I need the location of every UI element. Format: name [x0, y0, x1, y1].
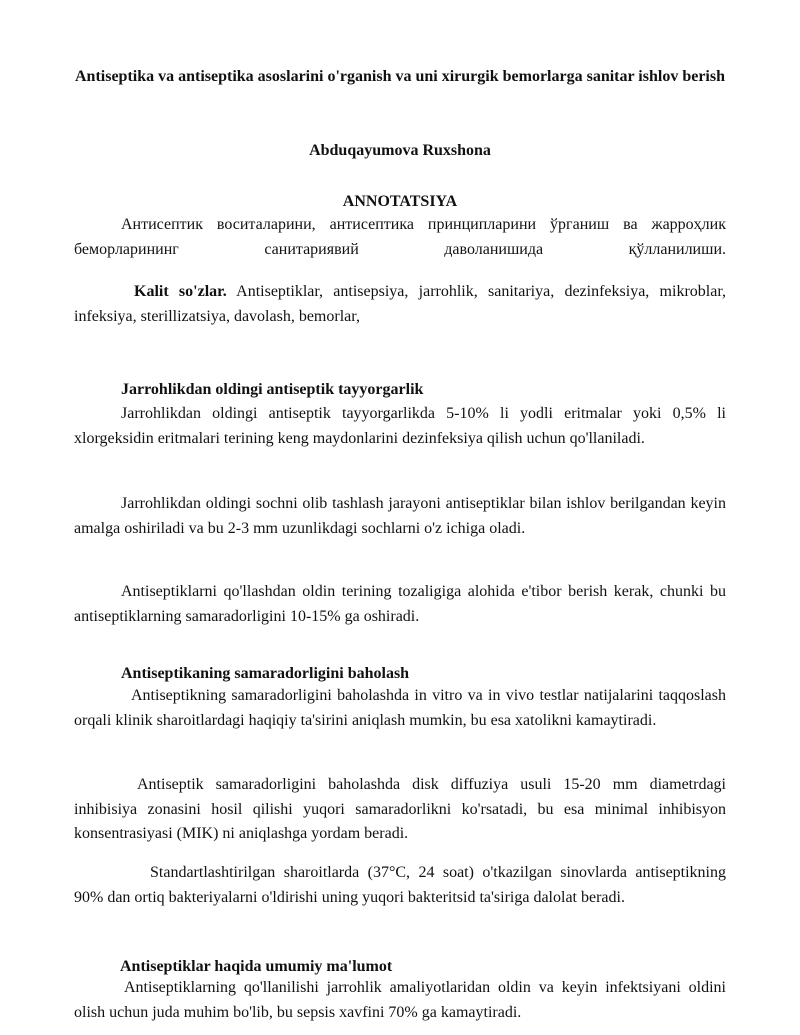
- section-paragraph: Antiseptik samaradorligini baholashda disk diffuziya usuli 15-20 mm diametrdagi inhibisiya zonasini hosil qilishi yuqori samaradorlikni ko'rsatadi, bu esa minimal inhibisyon konsentrasiyasi (MIK) ni aniqlashga yordam beradi.: [74, 776, 726, 842]
- annotation-text: Антисептик воситаларини, антисептика принципларини ўрганиш ва жарроҳлик беморларининг санитариявий даволанишида қўлланилиши.: [74, 216, 726, 258]
- section-paragraph: Antiseptikning samaradorligini baholashda in vitro va in vivo testlar natijalarini taqqoslash orqali klinik sharoitlardagi haqiqiy ta'sirini aniqlash mumkin, bu esa xatolikni kamaytiradi.: [74, 687, 726, 729]
- section-heading: Jarrohlikdan oldingi antiseptik tayyorgarlik: [121, 381, 424, 398]
- section-paragraph: Jarrohlikdan oldingi antiseptik tayyorgarlikda 5-10% li yodli eritmalar yoki 0,5% li xlorgeksidin eritmalari terining keng maydonlarini dezinfeksiya qilish uchun qo'llaniladi.: [74, 405, 726, 447]
- section-paragraph: Antiseptiklarni qo'llashdan oldin terining tozaligiga alohida e'tibor berish kerak, chunki bu antiseptiklarning samaradorligini 10-15% ga oshiradi.: [74, 583, 726, 625]
- document-title: Antiseptika va antiseptika asoslarini o'rganish va uni xirurgik bemorlarga sanitar ishlov berish: [74, 68, 725, 85]
- section-paragraph: Antiseptiklarning qo'llanilishi jarrohlik amaliyotlaridan oldin va keyin infektsiyani oldini olish uchun juda muhim bo'lib, bu sepsis xavfini 70% ga kamaytiradi.: [74, 979, 726, 1021]
- keywords-label: Kalit so'zlar.: [134, 283, 227, 300]
- keywords-text: Antiseptiklar, antisepsiya, jarrohlik, sanitariya, dezinfeksiya, mikroblar, infeksiya, sterillizatsiya, davolash, bemorlar,: [74, 283, 727, 325]
- section-heading: Antiseptiklar haqida umumiy ma'lumot: [120, 958, 393, 975]
- section-paragraph: Standartlashtirilgan sharoitlarda (37°C, 24 soat) o'tkazilgan sinovlarda antiseptikning 90% dan ortiq bakteriyalarni o'ldirishi uning yuqori bakteritsid ta'siriga dalolat beradi.: [74, 864, 726, 906]
- section-heading: Antiseptikaning samaradorligini baholash: [121, 665, 410, 682]
- annotation-heading: ANNOTATSIYA: [342, 193, 458, 210]
- author-name: Abduqayumova Ruxshona: [309, 142, 491, 159]
- section-paragraph: Jarrohlikdan oldingi sochni olib tashlash jarayoni antiseptiklar bilan ishlov berilgandan keyin amalga oshiriladi va bu 2-3 mm uzunlikdagi sochlarni o'z ichiga oladi.: [74, 495, 726, 537]
- keywords-paragraph: [74, 280, 726, 329]
